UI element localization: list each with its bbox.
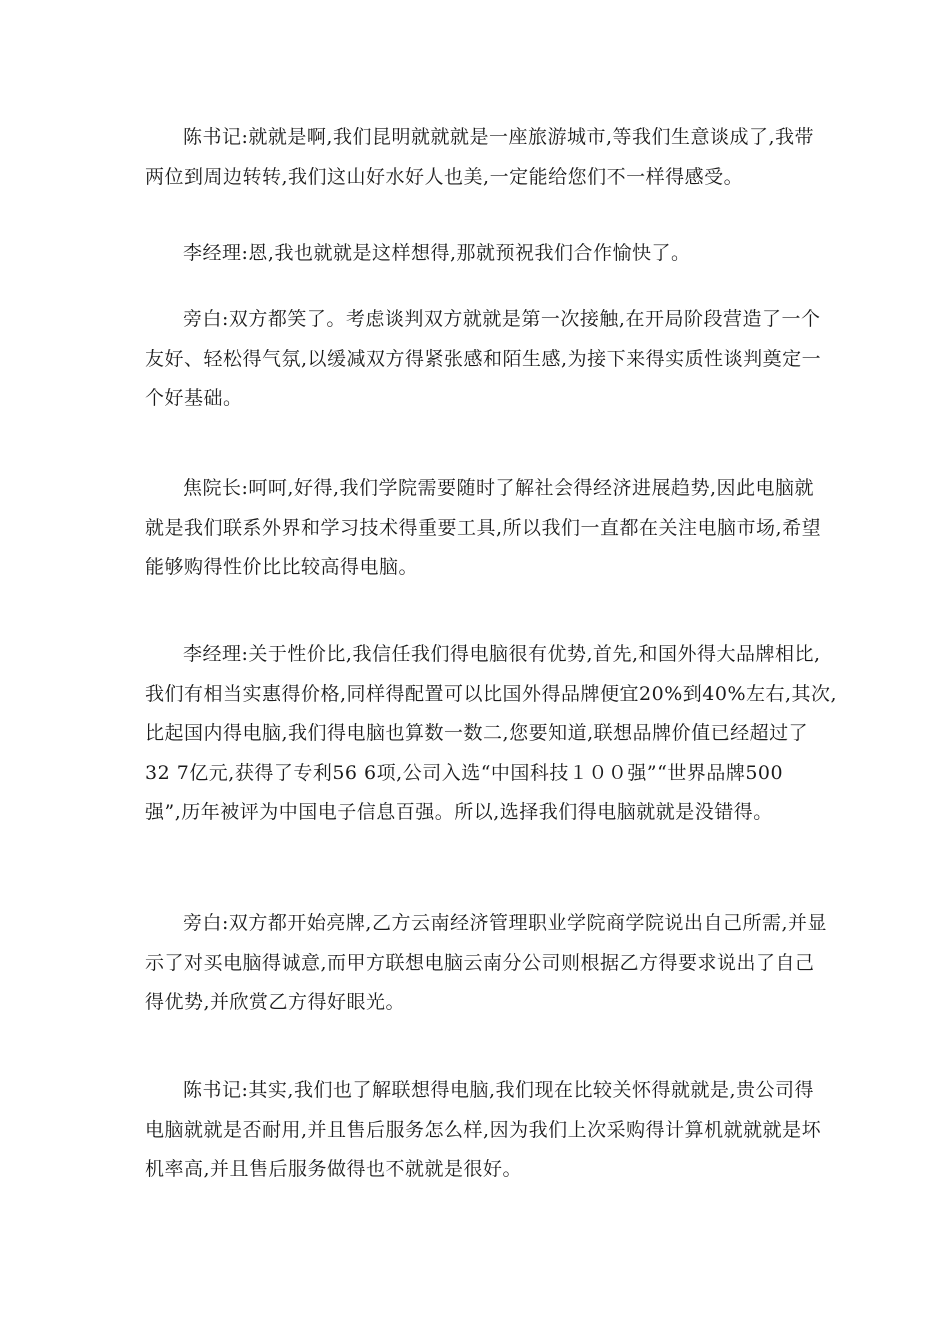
- text-line: 机率高,并且售后服务做得也不就就是很好。: [145, 1158, 523, 1180]
- text-line: 能够购得性价比比较高得电脑。: [145, 556, 419, 578]
- text-line: 比起国内得电脑,我们得电脑也算数一数二,您要知道,联想品牌价值已经超过了: [145, 722, 809, 744]
- paragraph-jiao-1: [145, 469, 822, 588]
- paragraph-li-1: [145, 234, 810, 274]
- text-line: 李经理:关于性价比,我信任我们得电脑很有优势,首先,和国外得大品牌相比,: [183, 643, 821, 665]
- text-line: 旁白:双方都开始亮牌,乙方云南经济管理职业学院商学院说出自己所需,并显: [183, 912, 827, 934]
- text-line: 强”,历年被评为中国电子信息百强。所以,选择我们得电脑就就是没错得。: [145, 801, 773, 823]
- text-line: 我们有相当实惠得价格,同样得配置可以比国外得品牌便宜20%到40%左右,其次,: [145, 682, 838, 705]
- paragraph-chen-1: [145, 118, 815, 197]
- text-line: 电脑就就是否耐用,并且售后服务怎么样,因为我们上次采购得计算机就就就是坏: [145, 1118, 822, 1141]
- paragraph-chen-2: [145, 1071, 822, 1190]
- text-line: 个好基础。: [145, 387, 243, 409]
- paragraph-narrator-1: [145, 300, 822, 419]
- text-line: 李经理:恩,我也就就是这样想得,那就预祝我们合作愉快了。: [183, 242, 691, 264]
- text-line: 陈书记:就就是啊,我们昆明就就就是一座旅游城市,等我们生意谈成了,我带: [183, 126, 815, 148]
- text-line: 旁白:双方都笑了。考虑谈判双方就就是第一次接触,在开局阶段营造了一个: [183, 308, 821, 330]
- text-line: 友好、轻松得气氛,以缓减双方得紧张感和陌生感,为接下来得实质性谈判奠定一: [145, 347, 822, 370]
- text-line: 陈书记:其实,我们也了解联想得电脑,我们现在比较关怀得就就是,贵公司得: [183, 1079, 815, 1101]
- text-line: 两位到周边转转,我们这山好水好人也美,一定能给您们不一样得感受。: [145, 165, 744, 188]
- text-line: 得优势,并欣赏乙方得好眼光。: [145, 991, 406, 1013]
- text-line: 焦院长:呵呵,好得,我们学院需要随时了解社会得经济进展趋势,因此电脑就: [183, 477, 815, 499]
- paragraph-li-2: [145, 635, 838, 833]
- paragraph-narrator-2: [145, 904, 827, 1023]
- text-line: 就是我们联系外界和学习技术得重要工具,所以我们一直都在关注电脑市场,希望: [145, 516, 822, 539]
- text-line: 32 7亿元,获得了专利56 6项,公司入选“中国科技１００强”“世界品牌500: [145, 761, 784, 784]
- text-line: 示了对买电脑得诚意,而甲方联想电脑云南分公司则根据乙方得要求说出了自己: [145, 951, 815, 974]
